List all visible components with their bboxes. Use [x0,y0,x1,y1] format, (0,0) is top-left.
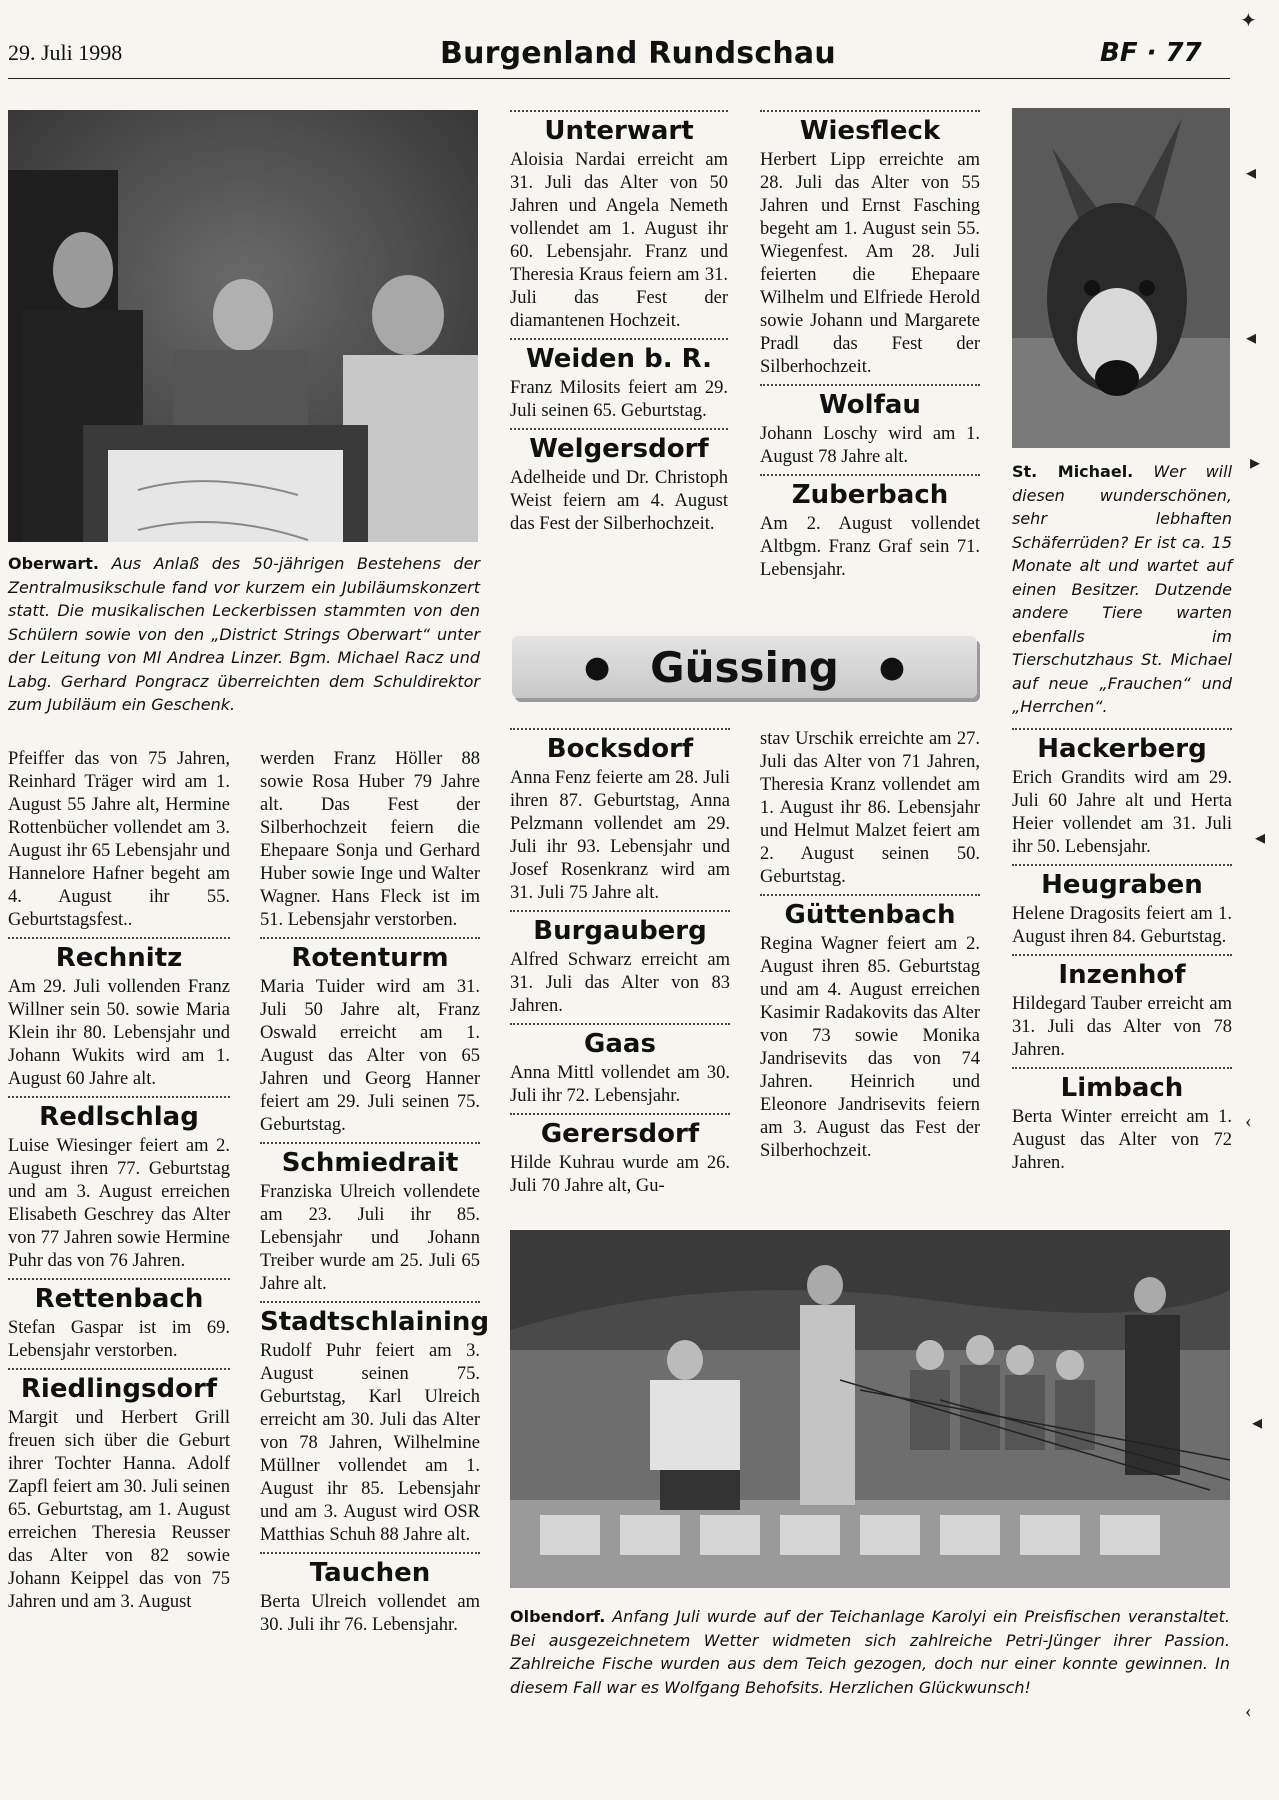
section [260,1301,490,1547]
section-heading: Burgauberg [533,916,707,946]
section [1012,728,1232,859]
section [8,1278,230,1363]
column-2 [260,748,490,1637]
caption-text: Aus Anlaß des 50-jährigen Bestehens der Zentralmusikschule fand vor kurzem ein Jubiläumskonzert statt. Die musikalischen Leckerbissen stammten von den Schülern sowie von den „District Strings Oberwart“ unter der Leitung von Ml Andrea Linzer. Bgm. Michael Racz und Labg. Gerhard Pongracz überreichten dem Schuldirektor zum Jubiläum ein Geschenk. [8,554,480,714]
section-text: Berta Ulreich vollendet am 30. Juli ihr 76. Lebensjahr. [260,1592,480,1635]
caption-place: Olbendorf. [510,1607,606,1626]
scan-mark-icon: ◂ [1246,162,1257,184]
bullet-icon: ● [583,649,611,685]
section-text: Hildegard Tauber erreicht am 31. Juli das Alter von 78 Jahren. [1012,994,1232,1060]
section-heading: Zuberbach [791,480,949,510]
section-text: Aloisia Nardai erreicht am 31. Juli das Alter von 50 Jahren und Angela Nemeth vollendet am 1. August ihr 60. Lebensjahr. Franz und Theresia Kraus feiern am 31. Juli das Fest der diamantenen Hochzeit. [510,150,728,331]
section-heading: Stadtschlaining [260,1307,490,1337]
section-heading: Wiesfleck [799,116,941,146]
section [510,1113,730,1198]
section-text: Am 2. August vollendet Altbgm. Franz Graf sein 71. Lebensjahr. [760,514,980,580]
section-heading: Heugraben [1041,870,1203,900]
section [760,384,980,469]
header-rule [8,78,1230,79]
caption-text: Anfang Juli wurde auf der Teichanlage Karolyi ein Preisfischen veranstaltet. Bei ausgezeichnetem Wetter widmeten sich zahlreiche Petri-Jünger ihrer Passion. Zahlreiche Fische wurden aus dem Teich gezogen, doch nur einer konnte gewinnen. In diesem Fall war es Wolfgang Behofsits. Herzlichen Glückwunsch! [510,1607,1230,1697]
section [510,110,728,333]
issue-date: 29. Juli 1998 [8,40,123,65]
section-text: Alfred Schwarz erreicht am 31. Juli das Alter von 83 Jahren. [510,950,730,1016]
fishing-photo [510,1230,1230,1588]
column-4 [760,728,980,1163]
column-1 [8,748,230,1614]
section-text: Berta Winter erreicht am 1. August das Alter von 72 Jahren. [1012,1107,1232,1173]
section-heading: Inzenhof [1058,960,1186,990]
section-text: Stefan Gaspar ist im 69. Lebensjahr verstorben. [8,1318,230,1361]
scan-mark-icon: ✦ [1240,10,1257,32]
scan-mark-icon: ‹ [1245,1700,1252,1722]
column-3 [510,728,730,1198]
section-text: Margit und Herbert Grill freuen sich über die Geburt ihrer Tochter Hanna. Adolf Zapfl feiert am 30. Juli seinen 65. Geburtstag, am 1. August erreichen Theresia Reusser das Alter von 82 sowie Johann Keippel das von 75 Jahren und am 3. August [8,1408,230,1612]
section [1012,954,1232,1062]
section [760,894,980,1163]
section-heading: Rettenbach [34,1284,204,1314]
fishing-caption [510,1605,1230,1699]
section-heading: Wolfau [819,390,921,420]
section [510,1023,730,1108]
oberwart-photo [8,110,478,542]
section-heading: Redlschlag [39,1102,199,1132]
section-text: Am 29. Juli vollenden Franz Willner sein 50. sowie Maria Klein ihr 80. Lebensjahr und Johann Wukits wird am 1. August 60 Jahre alt. [8,977,230,1089]
section [510,428,728,536]
section [510,338,728,423]
section-text: Adelheide und Dr. Christoph Weist feiern am 4. August das Fest der Silberhochzeit. [510,468,728,534]
scan-mark-icon: ▸ [1250,452,1261,474]
column-5 [1012,728,1232,1175]
continued-text: stav Urschik erreichte am 27. Juli das Alter von 71 Jahren, Theresia Kranz vollendet am 1. August ihr 86. Lebensjahr und Helmut Malzet feiert am 2. August seinen 50. Geburtstag. [760,729,980,887]
continued-text: werden Franz Höller 88 sowie Rosa Huber 79 Jahre alt. Das Fest der Silberhochzeit feiern die Ehepaare Sonja und Gerhard Huber sowie Inge und Walter Wagner. Hans Fleck ist im 51. Lebensjahr verstorben. [260,749,480,930]
continued-text: Pfeiffer das von 75 Jahren, Reinhard Träger wird am 1. August 55 Jahre alt, Hermine Rottenbücher vollendet am 3. August ihr 65 Lebensjahr und Hannelore Hafner begeht am 4. August ihr 55. Geburtstagsfest.. [8,749,230,930]
scan-mark-icon: ◂ [1252,1412,1263,1434]
section [8,1096,230,1273]
section [760,474,980,582]
section [1012,864,1232,949]
section-heading: Tauchen [309,1558,431,1588]
section-heading: Welgersdorf [529,434,709,464]
section-text: Johann Loschy wird am 1. August 78 Jahre alt. [760,424,980,467]
section-text: Regina Wagner feiert am 2. August ihren 85. Geburtstag und am 4. August erreichen Kasimir Radakovits das Alter von 73 sowie Monika Jandrisevits das von 74 Jahren. Heinrich und Eleonore Jandrisevits feiern am 3. August das Fest der Silberhochzeit. [760,934,980,1161]
section-heading: Hackerberg [1037,734,1207,764]
section-text: Franz Milosits feiert am 29. Juli seinen 65. Geburtstag. [510,378,728,421]
section [8,1368,230,1614]
section-text: Anna Mittl vollendet am 30. Juli ihr 72. Lebensjahr. [510,1063,730,1106]
region-title: Güssing [650,642,839,692]
section [760,110,980,379]
section-heading: Unterwart [544,116,694,146]
section [8,937,230,1091]
section-heading: Schmiedrait [281,1148,459,1178]
section [510,910,730,1018]
section-text: Rudolf Puhr feiert am 3. August seinen 75. Geburtstag, Karl Ulreich erreicht am 30. Juli das Alter von 78 Jahren, Wilhelmine Müllner vollendet am 1. August ihr 85. Lebensjahr und am 3. August wird OSR Matthias Schuh 88 Jahre alt. [260,1341,480,1545]
section [260,1142,480,1296]
section-text: Hilde Kuhrau wurde am 26. Juli 70 Jahre alt, Gu- [510,1153,730,1196]
section [260,937,480,1137]
section [510,728,730,905]
section-heading: Rotenturm [291,943,449,973]
newspaper-title: Burgenland Rundschau [440,36,836,71]
region-banner [512,636,977,698]
section-heading: Güttenbach [784,900,956,930]
scan-mark-icon: ◂ [1255,827,1266,849]
section-text: Maria Tuider wird am 31. Juli 50 Jahre alt, Franz Oswald erreicht am 1. August das Alter von 65 Jahren und Georg Hanner feiert am 29. Juli seinen 75. Geburtstag. [260,977,480,1135]
scan-mark-icon: ◂ [1246,327,1257,349]
section-heading: Gaas [584,1029,656,1059]
page-number: BF · 77 [1100,38,1202,68]
section-heading: Rechnitz [55,943,183,973]
column-top-b [760,110,980,582]
section-heading: Weiden b. R. [525,344,713,374]
column-top-a [510,110,728,536]
section-text: Herbert Lipp erreichte am 28. Juli das Alter von 55 Jahren und Ernst Fasching begeht am 1. August sein 55. Wiegenfest. Am 28. Juli feierten die Ehepaare Wilhelm und Elfriede Herold sowie Johann und Margarete Pradl das Fest der Silberhochzeit. [760,150,980,377]
section [1012,1067,1232,1175]
section-heading: Bocksdorf [546,734,694,764]
section-text: Franziska Ulreich vollendete am 23. Juli ihr 85. Lebensjahr und Johann Treiber wurde am 25. Juli 65 Jahre alt. [260,1182,480,1294]
caption-place: Oberwart. [8,554,99,573]
section-text: Helene Dragosits feiert am 1. August ihren 84. Geburtstag. [1012,904,1232,947]
dog-caption [1012,460,1232,719]
oberwart-caption [8,552,480,717]
section-text: Anna Fenz feierte am 28. Juli ihren 87. Geburtstag, Anna Pelzmann vollendet am 29. Juli ihr 93. Lebensjahr und Josef Rosenkranz wird am 31. Juli 75 Jahre alt. [510,768,730,903]
section-heading: Limbach [1060,1073,1184,1103]
section-heading: Gerersdorf [540,1119,700,1149]
section-text: Luise Wiesinger feiert am 2. August ihren 77. Geburtstag und am 3. August erreichen Elisabeth Geschrey das Alter von 77 Jahren sowie Hermine Puhr das von 76 Jahren. [8,1136,230,1271]
scan-mark-icon: ‹ [1245,1110,1252,1132]
caption-place: St. Michael. [1012,462,1134,481]
bullet-icon: ● [878,649,906,685]
dog-photo [1012,108,1230,448]
section-heading: Riedlingsdorf [20,1374,218,1404]
caption-text: Wer will diesen wunderschönen, sehr lebhaften Schäferrüden? Er ist ca. 15 Monate alt und wartet auf einen Besitzer. Dutzende andere Tiere warten ebenfalls im Tierschutzhaus St. Michael auf neue „Frauchen“ und „Herrchen“. [1012,462,1233,716]
section [260,1552,480,1637]
section-text: Erich Grandits wird am 29. Juli 60 Jahre alt und Herta Heier vollendet am 31. Juli ihr 50. Lebensjahr. [1012,768,1232,857]
